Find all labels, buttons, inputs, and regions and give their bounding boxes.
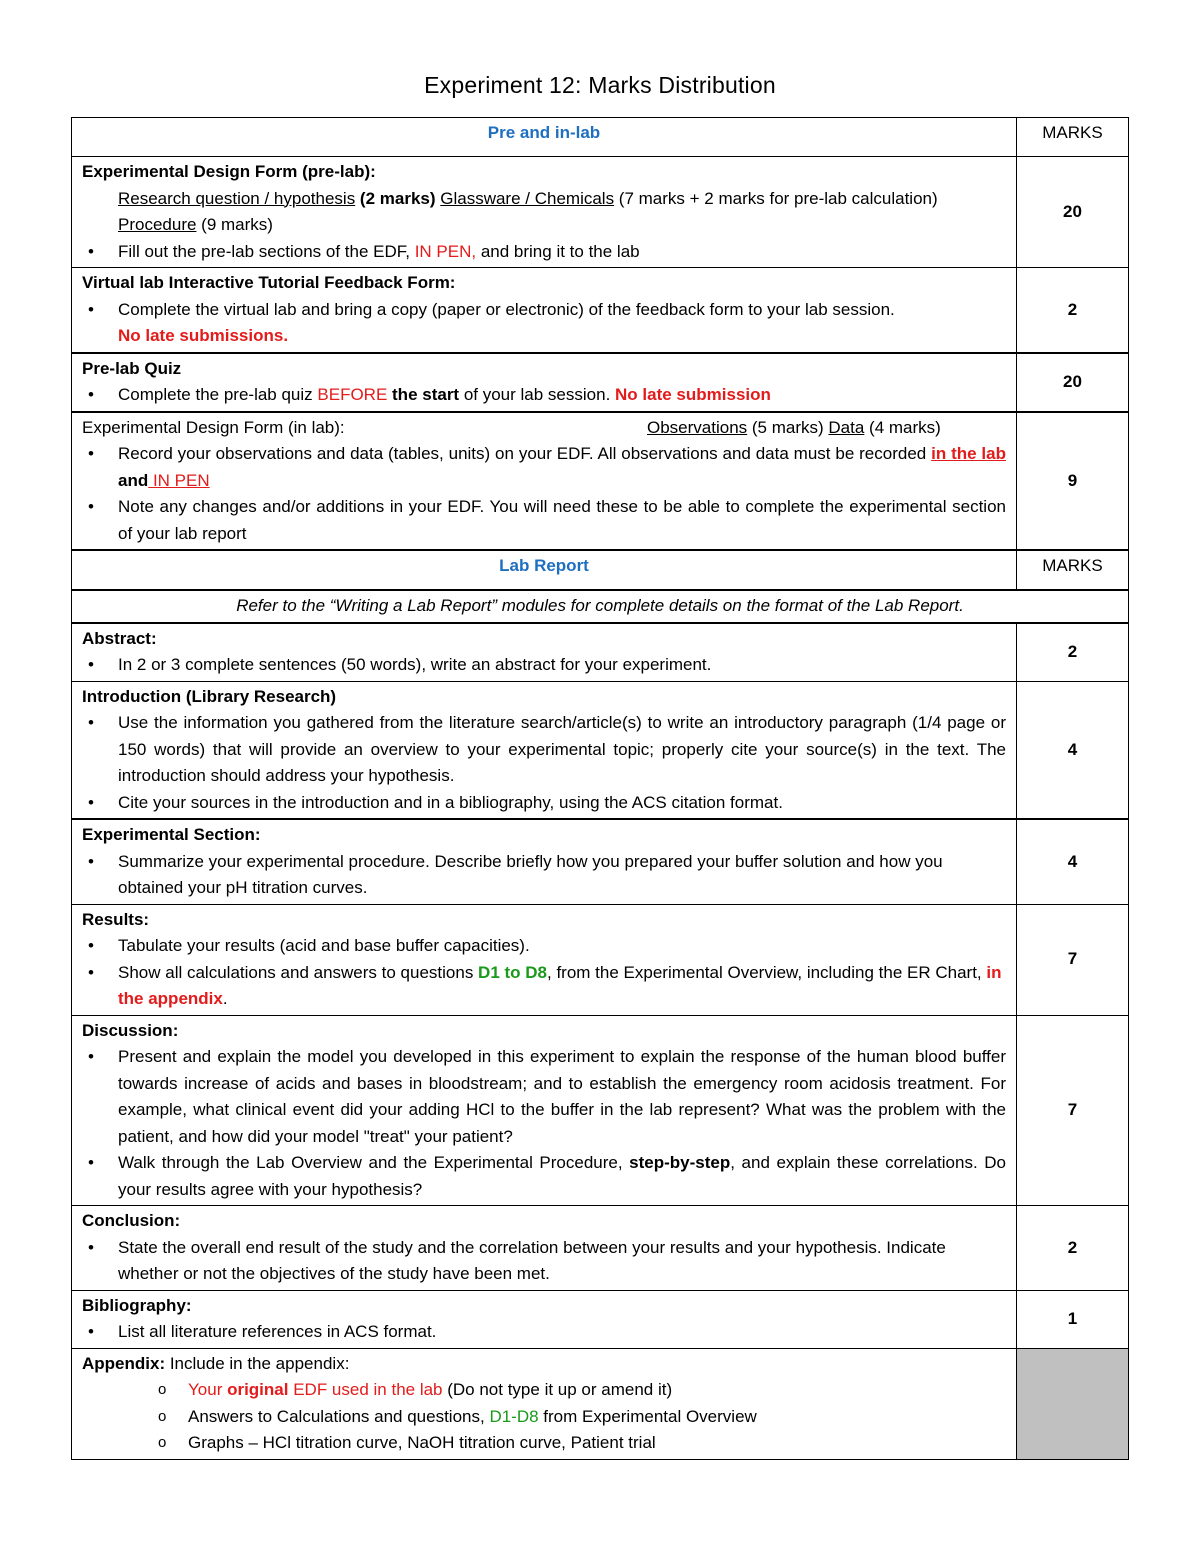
list-item: o Graphs – HCl titration curve, NaOH titration curve, Patient trial <box>158 1430 1006 1457</box>
virtual-lab-row <box>72 268 1129 353</box>
list-item: • Walk through the Lab Overview and the Experimental Procedure, step-by-step, and explain these correlations. Do your results agree with your hypothesis? <box>82 1150 1006 1203</box>
bibliography-marks: 1 <box>1017 1290 1129 1348</box>
edf-in-lab-cell <box>72 412 1017 551</box>
list-item: • Summarize your experimental procedure. Describe briefly how you prepared your buffer solution and how you obtained your pH titration curves. <box>82 849 1006 902</box>
list-item: • Complete the pre-lab quiz BEFORE the start of your lab session. No late submission <box>82 382 1006 409</box>
list-item: • Tabulate your results (acid and base buffer capacities). <box>82 933 1006 960</box>
bibliography-heading: Bibliography: <box>82 1295 192 1315</box>
pre-lab-quiz-row <box>72 353 1129 412</box>
introduction-marks: 4 <box>1017 681 1129 819</box>
experimental-section-row <box>72 819 1129 904</box>
refer-row <box>72 590 1129 623</box>
list-item: • Fill out the pre-lab sections of the EDF, IN PEN, and bring it to the lab <box>82 239 1006 266</box>
abstract-heading: Abstract: <box>82 628 157 648</box>
virtual-lab-cell <box>72 268 1017 353</box>
edf-pre-lab-cell <box>72 157 1017 268</box>
pre-lab-quiz-heading: Pre-lab Quiz <box>82 358 182 378</box>
discussion-row <box>72 1015 1129 1206</box>
experimental-section-cell <box>72 819 1017 904</box>
lab-report-header: Lab Report <box>72 550 1017 590</box>
pre-lab-header: Pre and in-lab <box>72 118 1017 157</box>
appendix-row <box>72 1348 1129 1459</box>
list-item: • In 2 or 3 complete sentences (50 words), write an abstract for your experiment. <box>82 652 1006 679</box>
edf-pre-lab-heading: Experimental Design Form (pre-lab): <box>82 162 376 181</box>
results-cell <box>72 904 1017 1015</box>
appendix-marks-blank <box>1017 1348 1129 1459</box>
virtual-lab-heading: Virtual lab Interactive Tutorial Feedback Form: <box>82 273 456 292</box>
edf-in-lab-marks: 9 <box>1017 412 1129 551</box>
appendix-cell <box>72 1348 1017 1459</box>
edf-in-lab-heading: Experimental Design Form (in lab): <box>82 417 345 437</box>
list-item: • Use the information you gathered from the literature search/article(s) to write an introductory paragraph (1/4 page or 150 words) that will provide an overview to your experimental topic; properly cite your source(s) in the text. The introduction should address your hypothesis. <box>82 710 1006 790</box>
conclusion-marks: 2 <box>1017 1206 1129 1291</box>
list-item: • List all literature references in ACS format. <box>82 1319 1006 1346</box>
edf-pre-lab-marks: 20 <box>1017 157 1129 268</box>
pre-lab-quiz-cell <box>72 353 1017 412</box>
pre-lab-quiz-marks: 20 <box>1017 353 1129 412</box>
list-item: o Answers to Calculations and questions, D1-D8 from Experimental Overview <box>158 1404 1006 1431</box>
refer-note: Refer to the “Writing a Lab Report” modules for complete details on the format of the Lab Report. <box>72 590 1129 623</box>
marks-table <box>71 117 1129 1460</box>
abstract-marks: 2 <box>1017 623 1129 682</box>
experimental-section-marks: 4 <box>1017 819 1129 904</box>
list-item: • State the overall end result of the study and the correlation between your results and your hypothesis. Indicate whether or not the objectives of the study have been met. <box>82 1235 1006 1288</box>
edf-pre-lab-items <box>82 186 1006 239</box>
lab-report-header-row <box>72 550 1129 590</box>
edf-in-lab-criteria: Observations (5 marks) Data (4 marks) <box>647 417 941 437</box>
glassware-marks: (7 marks + 2 marks for pre-lab calculation) <box>614 188 938 208</box>
pre-lab-header-row <box>72 118 1129 157</box>
results-row <box>72 904 1129 1015</box>
virtual-lab-marks: 2 <box>1017 268 1129 353</box>
list-item: • Present and explain the model you developed in this experiment to explain the response of the human blood buffer towards increase of acids and bases in bloodstream; and to establish the emergency room acidosis treatment. For example, what clinical event did your adding HCl to the buffer in the lab represent? What was the problem with the patient, and how did your model "treat" your patient? <box>82 1044 1006 1150</box>
bibliography-row <box>72 1290 1129 1348</box>
document-title: Experiment 12: Marks Distribution <box>424 72 776 98</box>
abstract-row <box>72 623 1129 682</box>
bibliography-cell <box>72 1290 1017 1348</box>
discussion-marks: 7 <box>1017 1015 1129 1206</box>
appendix-heading: Appendix: Include in the appendix: <box>82 1353 350 1373</box>
procedure-marks: (9 marks) <box>196 215 273 234</box>
list-item: • Complete the virtual lab and bring a copy (paper or electronic) of the feedback form to your lab session. No late submissions. <box>82 297 1006 350</box>
edf-in-lab-row <box>72 412 1129 551</box>
conclusion-cell <box>72 1206 1017 1291</box>
introduction-heading: Introduction (Library Research) <box>82 686 337 706</box>
rq-marks: (2 marks) <box>355 188 441 208</box>
list-item: • Cite your sources in the introduction and in a bibliography, using the ACS citation format. <box>82 790 1006 817</box>
marks-header: MARKS <box>1017 118 1129 157</box>
rq-label: Research question / hypothesis <box>118 188 356 208</box>
introduction-row <box>72 681 1129 819</box>
glassware-label: Glassware / Chemicals <box>440 188 615 208</box>
discussion-heading: Discussion: <box>82 1020 179 1040</box>
list-item: o Your original EDF used in the lab (Do not type it up or amend it) <box>158 1377 1006 1404</box>
abstract-cell <box>72 623 1017 682</box>
introduction-cell <box>72 681 1017 819</box>
conclusion-heading: Conclusion: <box>82 1211 181 1230</box>
conclusion-row <box>72 1206 1129 1291</box>
procedure-label: Procedure <box>118 215 197 234</box>
list-item: • Note any changes and/or additions in your EDF. You will need these to be able to complete the experimental section of your lab report <box>82 494 1006 547</box>
discussion-cell <box>72 1015 1017 1206</box>
results-marks: 7 <box>1017 904 1129 1015</box>
marks-header: MARKS <box>1017 550 1129 590</box>
list-item: • Record your observations and data (tables, units) on your EDF. All observations and data must be recorded in the lab and IN PEN <box>82 441 1006 494</box>
list-item: • Show all calculations and answers to questions D1 to D8, from the Experimental Overview, including the ER Chart, in the appendix. <box>82 960 1006 1013</box>
experimental-section-heading: Experimental Section: <box>82 825 261 844</box>
edf-pre-lab-row <box>72 157 1129 268</box>
results-heading: Results: <box>82 909 150 929</box>
